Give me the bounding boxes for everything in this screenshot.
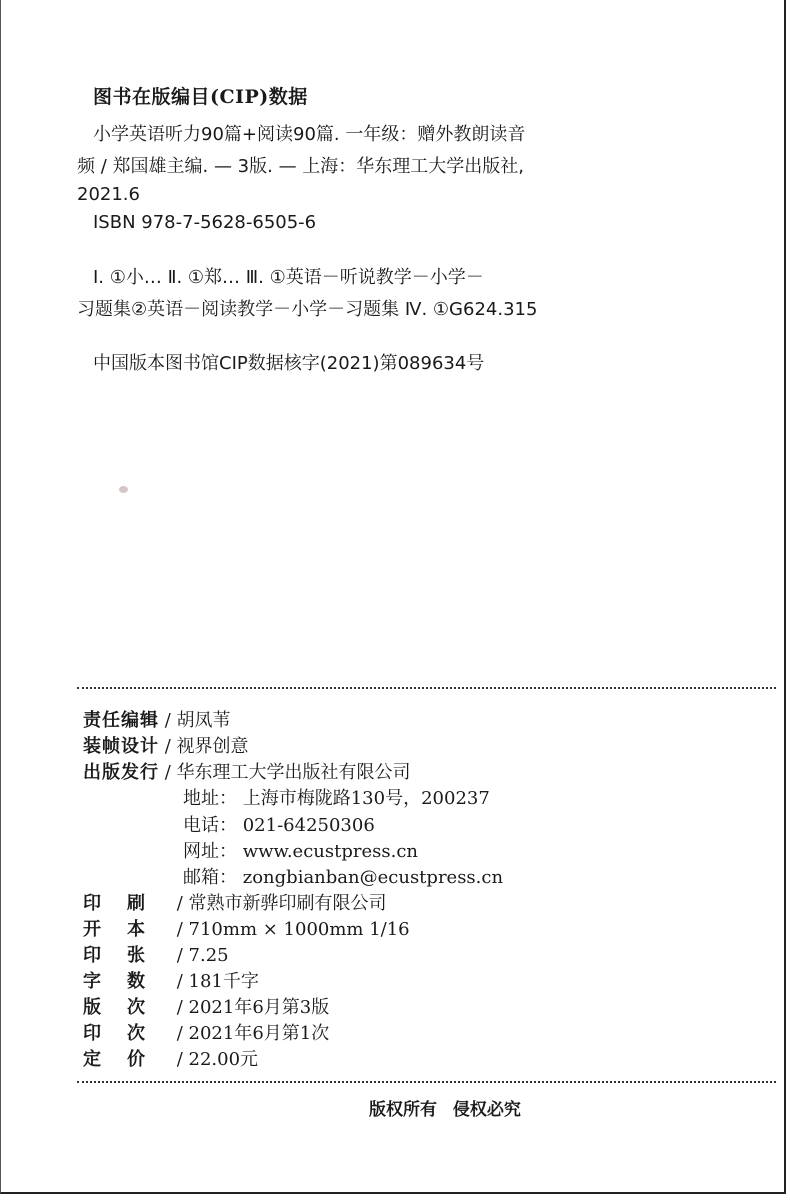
phone-label: 电话： bbox=[183, 815, 237, 836]
credit-value: / 华东理工大学出版社有限公司 bbox=[164, 762, 411, 783]
credit-design bbox=[83, 732, 249, 758]
credit-format bbox=[83, 915, 410, 941]
credit-value: / 710mm × 1000mm 1/16 bbox=[176, 919, 410, 940]
credit-words bbox=[83, 967, 259, 993]
credit-publisher bbox=[83, 758, 411, 784]
publisher-website bbox=[183, 837, 418, 863]
rights-notice: 版权所有 侵权必究 bbox=[369, 1100, 521, 1120]
publisher-address bbox=[183, 784, 490, 810]
credit-label: 字 数 bbox=[83, 971, 145, 992]
credit-label: 定 价 bbox=[83, 1049, 145, 1070]
cip-line-2: 频 / 郑国雄主编. — 3版. — 上海：华东理工大学出版社, bbox=[77, 156, 525, 177]
credit-label: 印 张 bbox=[83, 945, 145, 966]
divider-top bbox=[77, 687, 776, 689]
publisher-email bbox=[183, 863, 503, 889]
divider-bottom bbox=[77, 1081, 776, 1083]
credit-label: 出版发行 bbox=[83, 762, 159, 783]
address-label: 地址： bbox=[183, 788, 237, 809]
cip-record-number: 中国版本图书馆CIP数据核字(2021)第089634号 bbox=[93, 353, 485, 374]
cip-title: 图书在版编目(CIP)数据 bbox=[93, 86, 308, 108]
credit-label: 开 本 bbox=[83, 919, 145, 940]
address-value: 上海市梅陇路130号，200237 bbox=[242, 788, 490, 809]
credit-sheets bbox=[83, 941, 229, 967]
credit-printing bbox=[83, 889, 387, 915]
website-label: 网址： bbox=[183, 841, 237, 862]
credit-impression bbox=[83, 1019, 329, 1045]
credit-edition bbox=[83, 993, 329, 1019]
email-value: zongbianban@ecustpress.cn bbox=[242, 867, 504, 888]
website-value: www.ecustpress.cn bbox=[242, 841, 418, 862]
publisher-phone bbox=[183, 811, 375, 837]
credit-price bbox=[83, 1045, 258, 1071]
credit-value: / 视界创意 bbox=[164, 736, 249, 757]
credit-label: 印 刷 bbox=[83, 893, 145, 914]
cip-isbn: ISBN 978-7-5628-6505-6 bbox=[93, 212, 317, 233]
credit-value: / 胡凤苇 bbox=[164, 710, 231, 731]
credit-label: 责任编辑 bbox=[83, 710, 159, 731]
cip-classification-2: 习题集②英语－阅读教学－小学－习题集 Ⅳ. ①G624.315 bbox=[77, 299, 538, 320]
email-label: 邮箱： bbox=[183, 867, 237, 888]
credit-label: 印 次 bbox=[83, 1023, 145, 1044]
credit-value: / 2021年6月第3版 bbox=[176, 997, 330, 1018]
credit-label: 版 次 bbox=[83, 997, 145, 1018]
credit-value: / 2021年6月第1次 bbox=[176, 1023, 330, 1044]
cip-line-3: 2021.6 bbox=[77, 184, 140, 205]
ink-speck bbox=[119, 486, 128, 493]
cip-classification-1: Ⅰ. ①小… Ⅱ. ①郑… Ⅲ. ①英语－听说教学－小学－ bbox=[93, 267, 484, 288]
credit-label: 装帧设计 bbox=[83, 736, 159, 757]
credit-value: / 常熟市新骅印刷有限公司 bbox=[176, 893, 387, 914]
credit-value: / 181千字 bbox=[176, 971, 259, 992]
credit-value: / 7.25 bbox=[176, 945, 229, 966]
cip-line-1: 小学英语听力90篇+阅读90篇. 一年级：赠外教朗读音 bbox=[93, 124, 526, 145]
credit-value: / 22.00元 bbox=[176, 1049, 259, 1070]
credit-editor bbox=[83, 706, 231, 732]
phone-value: 021-64250306 bbox=[242, 815, 375, 836]
